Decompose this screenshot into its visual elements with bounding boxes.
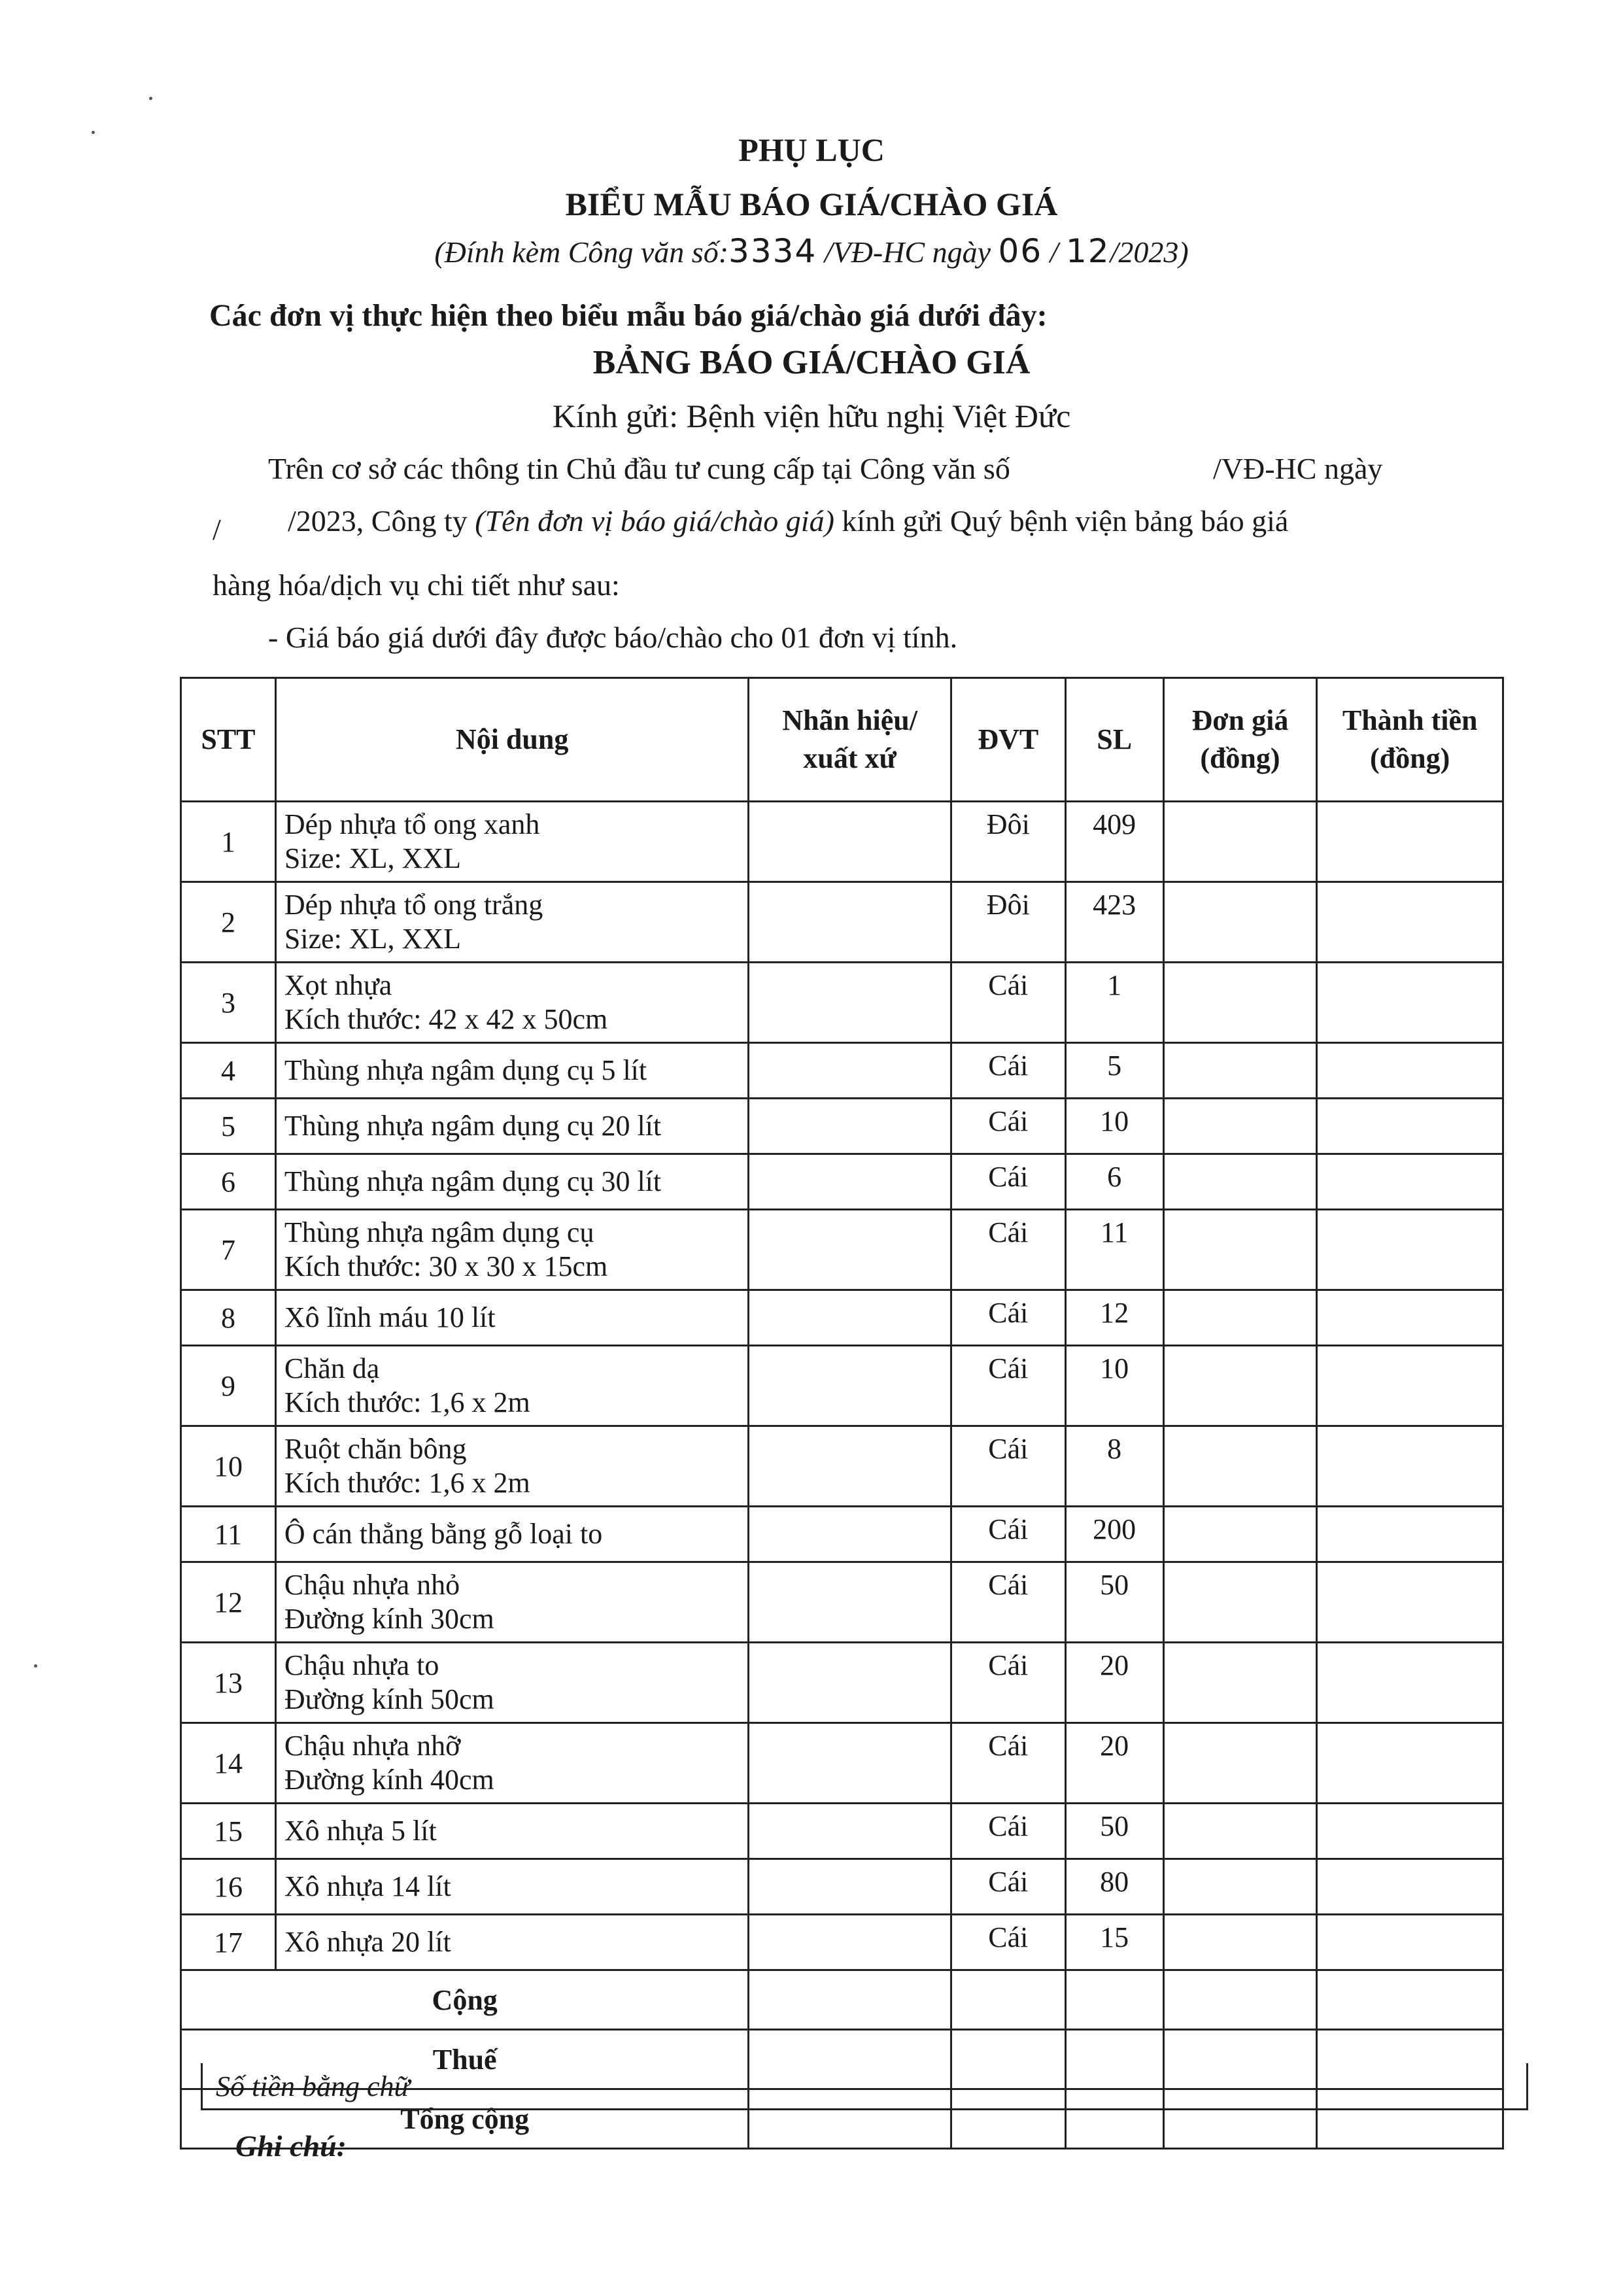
row-qty: 423 <box>1065 882 1163 963</box>
amount-in-words: Số tiền bằng chữ <box>201 2063 1528 2110</box>
scan-speck <box>34 1664 37 1668</box>
row-unit: Cái <box>951 1915 1065 1970</box>
row-brand <box>749 963 951 1043</box>
table-row <box>181 1210 1503 1290</box>
row-qty: 12 <box>1065 1290 1163 1346</box>
table-row <box>181 1099 1503 1154</box>
row-brand <box>749 882 951 963</box>
row-content <box>275 1154 748 1210</box>
row-brand <box>749 1210 951 1290</box>
row-unit: Cái <box>951 1507 1065 1562</box>
row-stt: 11 <box>181 1507 276 1562</box>
row-content <box>275 1804 748 1859</box>
row-total <box>1317 1915 1503 1970</box>
item-name: Xọt nhựa <box>284 969 392 1001</box>
row-stt: 17 <box>181 1915 276 1970</box>
row-brand <box>749 1723 951 1804</box>
row-brand <box>749 1643 951 1723</box>
table-row <box>181 882 1503 963</box>
row-total <box>1317 1804 1503 1859</box>
table-row <box>181 1643 1503 1723</box>
row-content <box>275 1210 748 1290</box>
row-qty: 8 <box>1065 1426 1163 1507</box>
row-unit: Đôi <box>951 882 1065 963</box>
item-name: Xô nhựa 20 lít <box>284 1926 451 1958</box>
table-row <box>181 1562 1503 1643</box>
row-qty: 10 <box>1065 1346 1163 1426</box>
row-unit-price <box>1163 882 1317 963</box>
row-stt: 9 <box>181 1346 276 1426</box>
row-stt: 12 <box>181 1562 276 1643</box>
item-spec: Đường kính 50cm <box>284 1683 494 1715</box>
row-stt: 7 <box>181 1210 276 1290</box>
row-unit-price <box>1163 1643 1317 1723</box>
row-stt: 1 <box>181 802 276 882</box>
company-placeholder: (Tên đơn vị báo giá/chào giá) <box>475 504 834 538</box>
row-qty: 80 <box>1065 1859 1163 1915</box>
row-content <box>275 1043 748 1099</box>
row-content <box>275 1915 748 1970</box>
row-total <box>1317 882 1503 963</box>
row-unit: Cái <box>951 1723 1065 1804</box>
row-qty: 20 <box>1065 1723 1163 1804</box>
form-template-title: BIỂU MẪU BÁO GIÁ/CHÀO GIÁ <box>565 186 1058 222</box>
table-cell <box>1163 1970 1317 2030</box>
row-brand <box>749 802 951 882</box>
item-name: Chậu nhựa nhỏ <box>284 1569 460 1601</box>
table-cell <box>749 1970 951 2030</box>
row-qty: 50 <box>1065 1804 1163 1859</box>
row-content <box>275 963 748 1043</box>
row-stt: 3 <box>181 963 276 1043</box>
row-unit-price <box>1163 1346 1317 1426</box>
row-unit: Cái <box>951 1290 1065 1346</box>
row-unit: Cái <box>951 1210 1065 1290</box>
row-stt: 13 <box>181 1643 276 1723</box>
row-qty: 20 <box>1065 1643 1163 1723</box>
tax-label: Thuế <box>181 2030 749 2089</box>
paragraph-line-2-slash: / <box>213 513 221 546</box>
attachment-reference: (Đính kèm Công văn số:3334 /VĐ-HC ngày 06 / 12/2023) <box>434 232 1189 270</box>
table-row <box>181 1804 1503 1859</box>
row-total <box>1317 1859 1503 1915</box>
table-body <box>181 802 1503 1970</box>
row-brand <box>749 1099 951 1154</box>
header-unit: ĐVT <box>951 678 1065 802</box>
row-unit: Cái <box>951 1562 1065 1643</box>
table-row <box>181 1154 1503 1210</box>
row-unit-price <box>1163 963 1317 1043</box>
row-content <box>275 1346 748 1426</box>
appendix-title: PHỤ LỤC <box>738 131 885 168</box>
table-row <box>181 1859 1503 1915</box>
row-brand <box>749 1154 951 1210</box>
item-name: Thùng nhựa ngâm dụng cụ 20 lít <box>284 1110 662 1142</box>
row-total <box>1317 1562 1503 1643</box>
row-unit-price <box>1163 1099 1317 1154</box>
handwritten-month: 12 <box>1065 232 1110 270</box>
row-content <box>275 1099 748 1154</box>
row-brand <box>749 1426 951 1507</box>
row-unit: Cái <box>951 1643 1065 1723</box>
item-spec: Kích thước: 1,6 x 2m <box>284 1467 530 1499</box>
row-brand <box>749 1507 951 1562</box>
table-row <box>181 802 1503 882</box>
table-cell <box>951 1970 1065 2030</box>
table-row <box>181 1346 1503 1426</box>
item-name: Chậu nhựa to <box>284 1649 439 1681</box>
row-unit: Cái <box>951 1859 1065 1915</box>
sum-row <box>181 1970 1503 2030</box>
sum-label: Cộng <box>181 1970 749 2030</box>
item-name: Xô nhựa 14 lít <box>284 1870 451 1902</box>
row-content <box>275 1426 748 1507</box>
row-total <box>1317 1210 1503 1290</box>
row-total <box>1317 1426 1503 1507</box>
table-cell <box>1065 1970 1163 2030</box>
header-qty: SL <box>1065 678 1163 802</box>
row-qty: 200 <box>1065 1507 1163 1562</box>
row-brand <box>749 1290 951 1346</box>
row-unit: Cái <box>951 1426 1065 1507</box>
header-total: Thành tiền (đồng) <box>1317 678 1503 802</box>
row-qty: 6 <box>1065 1154 1163 1210</box>
row-stt: 8 <box>181 1290 276 1346</box>
row-stt: 5 <box>181 1099 276 1154</box>
row-content <box>275 1290 748 1346</box>
row-content <box>275 1723 748 1804</box>
item-spec: Đường kính 30cm <box>284 1603 494 1635</box>
row-unit-price <box>1163 802 1317 882</box>
row-total <box>1317 1346 1503 1426</box>
row-unit: Cái <box>951 1154 1065 1210</box>
table-row <box>181 1426 1503 1507</box>
price-basis-note: - Giá báo giá dưới đây được báo/chào cho 01 đơn vị tính. <box>268 621 958 654</box>
row-unit: Cái <box>951 1099 1065 1154</box>
row-unit-price <box>1163 1507 1317 1562</box>
header-unit-price: Đơn giá (đồng) <box>1163 678 1317 802</box>
item-spec: Kích thước: 42 x 42 x 50cm <box>284 1003 608 1035</box>
row-stt: 10 <box>181 1426 276 1507</box>
row-qty: 409 <box>1065 802 1163 882</box>
item-spec: Đường kính 40cm <box>284 1764 494 1796</box>
row-unit: Cái <box>951 1043 1065 1099</box>
row-qty: 10 <box>1065 1099 1163 1154</box>
table-row <box>181 1043 1503 1099</box>
row-brand <box>749 1859 951 1915</box>
table-header-row <box>181 678 1503 802</box>
item-name: Ruột chăn bông <box>284 1433 467 1465</box>
row-brand <box>749 1043 951 1099</box>
row-unit-price <box>1163 1043 1317 1099</box>
row-unit: Cái <box>951 1804 1065 1859</box>
note-label: Ghi chú: <box>235 2129 347 2163</box>
row-stt: 4 <box>181 1043 276 1099</box>
row-brand <box>749 1915 951 1970</box>
item-spec: Kích thước: 1,6 x 2m <box>284 1386 530 1418</box>
row-brand <box>749 1562 951 1643</box>
row-total <box>1317 1043 1503 1099</box>
item-name: Thùng nhựa ngâm dụng cụ <box>284 1216 594 1248</box>
row-total <box>1317 1099 1503 1154</box>
row-unit-price <box>1163 1290 1317 1346</box>
item-spec: Size: XL, XXL <box>284 923 461 955</box>
row-unit-price <box>1163 1426 1317 1507</box>
row-unit: Cái <box>951 963 1065 1043</box>
row-stt: 14 <box>181 1723 276 1804</box>
row-qty: 11 <box>1065 1210 1163 1290</box>
row-total <box>1317 1723 1503 1804</box>
row-total <box>1317 963 1503 1043</box>
row-content <box>275 1643 748 1723</box>
item-name: Chậu nhựa nhỡ <box>284 1730 461 1762</box>
row-qty: 15 <box>1065 1915 1163 1970</box>
grand-total-label: Tổng cộng <box>181 2089 749 2149</box>
row-unit-price <box>1163 1915 1317 1970</box>
row-content <box>275 882 748 963</box>
item-spec: Kích thước: 30 x 30 x 15cm <box>284 1250 608 1282</box>
row-unit-price <box>1163 1562 1317 1643</box>
row-unit-price <box>1163 1859 1317 1915</box>
row-unit: Đôi <box>951 802 1065 882</box>
row-brand <box>749 1804 951 1859</box>
row-unit-price <box>1163 1154 1317 1210</box>
row-stt: 16 <box>181 1859 276 1915</box>
header-brand: Nhãn hiệu/ xuất xứ <box>749 678 951 802</box>
row-qty: 1 <box>1065 963 1163 1043</box>
table-cell <box>1317 1970 1503 2030</box>
row-content <box>275 1562 748 1643</box>
item-name: Thùng nhựa ngâm dụng cụ 5 lít <box>284 1054 647 1086</box>
item-name: Dép nhựa tổ ong trắng <box>284 889 543 921</box>
header-content: Nội dung <box>275 678 748 802</box>
row-total <box>1317 1507 1503 1562</box>
table-row <box>181 1723 1503 1804</box>
paragraph-line-1a: Trên cơ sở các thông tin Chủ đầu tư cung cấp tại Công văn số <box>268 452 1010 485</box>
row-qty: 5 <box>1065 1043 1163 1099</box>
item-name: Xô nhựa 5 lít <box>284 1815 437 1847</box>
row-stt: 2 <box>181 882 276 963</box>
table-row <box>181 963 1503 1043</box>
paragraph-line-2: /2023, Công ty (Tên đơn vị báo giá/chào giá) kính gửi Quý bệnh viện bảng báo giá <box>288 504 1289 538</box>
row-unit-price <box>1163 1723 1317 1804</box>
item-name: Thùng nhựa ngâm dụng cụ 30 lít <box>284 1165 662 1197</box>
row-content <box>275 802 748 882</box>
item-name: Dép nhựa tổ ong xanh <box>284 808 540 840</box>
item-name: Chăn dạ <box>284 1352 380 1384</box>
header-stt: STT <box>181 678 276 802</box>
paragraph-line-1b: /VĐ-HC ngày <box>1213 452 1383 485</box>
handwritten-doc-number: 3334 <box>728 232 817 270</box>
row-content <box>275 1507 748 1562</box>
row-total <box>1317 1290 1503 1346</box>
row-brand <box>749 1346 951 1426</box>
scan-speck <box>149 97 152 100</box>
row-unit-price <box>1163 1210 1317 1290</box>
row-total <box>1317 1643 1503 1723</box>
table-row <box>181 1290 1503 1346</box>
table-row <box>181 1915 1503 1970</box>
row-qty: 50 <box>1065 1562 1163 1643</box>
row-stt: 15 <box>181 1804 276 1859</box>
table-row <box>181 1507 1503 1562</box>
quote-table-title: BẢNG BÁO GIÁ/CHÀO GIÁ <box>592 344 1031 381</box>
row-unit-price <box>1163 1804 1317 1859</box>
row-total <box>1317 802 1503 882</box>
intro-instruction: Các đơn vị thực hiện theo biểu mẫu báo giá/chào giá dưới đây: <box>209 298 1048 333</box>
row-stt: 6 <box>181 1154 276 1210</box>
row-unit: Cái <box>951 1346 1065 1426</box>
handwritten-day: 06 <box>998 232 1043 270</box>
item-name: Xô lĩnh máu 10 lít <box>284 1301 496 1333</box>
row-content <box>275 1859 748 1915</box>
row-total <box>1317 1154 1503 1210</box>
paragraph-line-3: hàng hóa/dịch vụ chi tiết như sau: <box>213 568 620 602</box>
recipient-line: Kính gửi: Bệnh viện hữu nghị Việt Đức <box>552 398 1071 434</box>
item-spec: Size: XL, XXL <box>284 842 461 874</box>
quote-table <box>180 677 1504 2150</box>
item-name: Ô cán thẳng bằng gỗ loại to <box>284 1518 603 1550</box>
